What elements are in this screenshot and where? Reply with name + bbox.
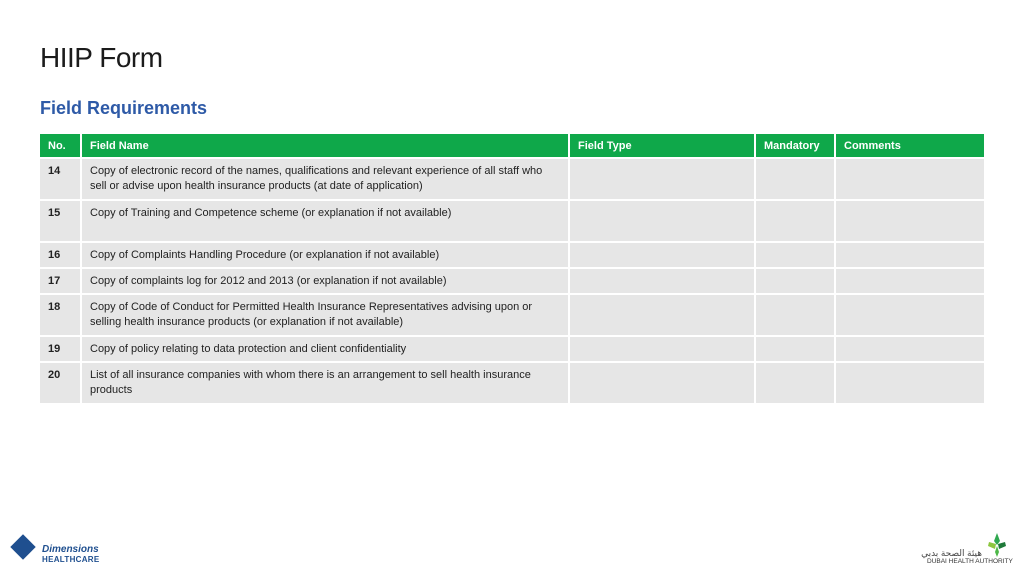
dubai-health-authority-logo xyxy=(922,530,1012,570)
cell-mandatory xyxy=(755,268,835,294)
header-field-name: Field Name xyxy=(81,134,569,158)
logo-line-1: Dimensions xyxy=(42,544,99,555)
page-title: HIIP Form xyxy=(40,42,163,73)
table-row xyxy=(40,294,984,336)
cell-mandatory xyxy=(755,200,835,242)
table-row xyxy=(40,242,984,268)
cell-field-type xyxy=(569,336,755,362)
cell-no: 17 xyxy=(40,268,81,294)
cell-field-name: Copy of Training and Competence scheme (or explanation if not available) xyxy=(81,200,569,242)
table-header-row xyxy=(40,134,984,158)
cell-field-type xyxy=(569,294,755,336)
logo-english-text: DUBAI HEALTH AUTHORITY xyxy=(927,558,1013,565)
cell-no: 15 xyxy=(40,200,81,242)
cell-field-name: Copy of Code of Conduct for Permitted Health Insurance Representatives advising upon or selling health insurance products (or explanation if not available) xyxy=(81,294,569,336)
cell-comments xyxy=(835,200,984,242)
cell-no: 20 xyxy=(40,362,81,403)
cell-field-type xyxy=(569,268,755,294)
table-row xyxy=(40,336,984,362)
table-row xyxy=(40,200,984,242)
cell-field-type xyxy=(569,200,755,242)
cell-no: 16 xyxy=(40,242,81,268)
cell-field-type xyxy=(569,158,755,200)
logo-line-2: HEALTHCARE xyxy=(42,555,100,564)
header-mandatory: Mandatory xyxy=(755,134,835,158)
cell-mandatory xyxy=(755,294,835,336)
diamond-icon xyxy=(10,534,35,559)
cell-comments xyxy=(835,158,984,200)
cell-field-name: List of all insurance companies with whom there is an arrangement to sell health insurance products xyxy=(81,362,569,403)
cell-field-name: Copy of Complaints Handling Procedure (or explanation if not available) xyxy=(81,242,569,268)
cell-field-name: Copy of electronic record of the names, qualifications and relevant experience of all staff who sell or advise upon health insurance products (at date of application) xyxy=(81,158,569,200)
section-subtitle: Field Requirements xyxy=(40,98,208,118)
cell-comments xyxy=(835,268,984,294)
field-requirements-table xyxy=(40,134,984,403)
cell-no: 19 xyxy=(40,336,81,362)
table-row xyxy=(40,158,984,200)
cell-mandatory xyxy=(755,362,835,403)
leaf-icon xyxy=(986,532,1008,558)
cell-field-type xyxy=(569,362,755,403)
cell-no: 14 xyxy=(40,158,81,200)
cell-field-name: Copy of complaints log for 2012 and 2013 (or explanation if not available) xyxy=(81,268,569,294)
header-no: No. xyxy=(40,134,81,158)
cell-comments xyxy=(835,336,984,362)
cell-comments xyxy=(835,362,984,403)
cell-no: 18 xyxy=(40,294,81,336)
cell-field-type xyxy=(569,242,755,268)
header-field-type: Field Type xyxy=(569,134,755,158)
logo-arabic-text: هيئة الصحة بدبي xyxy=(921,548,982,558)
cell-mandatory xyxy=(755,242,835,268)
dimensions-healthcare-logo xyxy=(10,534,120,570)
table-row xyxy=(40,362,984,403)
cell-field-name: Copy of policy relating to data protection and client confidentiality xyxy=(81,336,569,362)
cell-mandatory xyxy=(755,158,835,200)
table-row xyxy=(40,268,984,294)
header-comments: Comments xyxy=(835,134,984,158)
cell-comments xyxy=(835,294,984,336)
cell-comments xyxy=(835,242,984,268)
cell-mandatory xyxy=(755,336,835,362)
